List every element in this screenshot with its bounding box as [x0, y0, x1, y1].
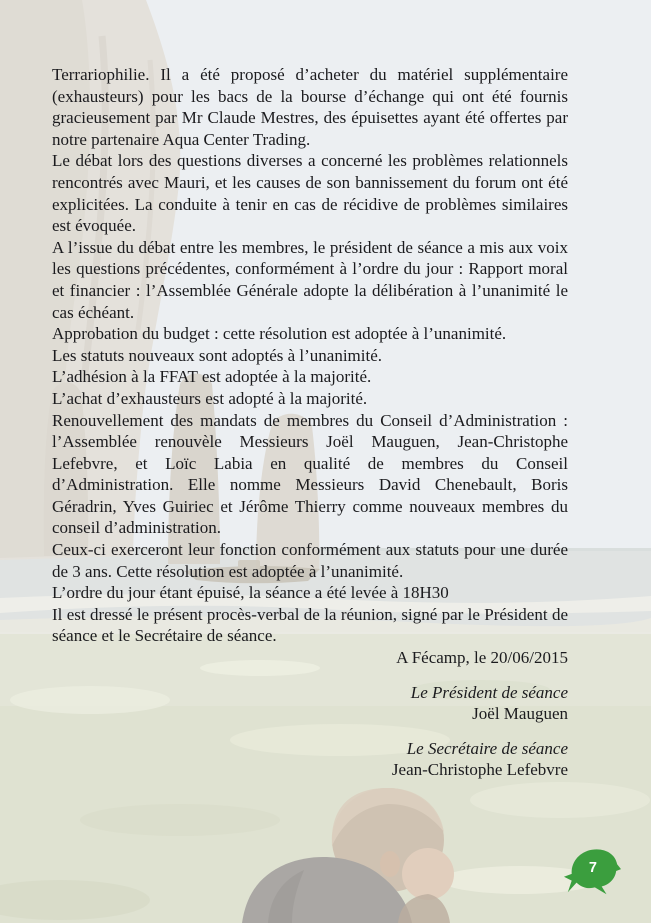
paragraph: Ceux-ci exerceront leur fonction conformément aux statuts pour une durée de 3 ans. Cette résolution est adoptée à l’unanimité.: [52, 540, 568, 581]
page-number-marker: [563, 844, 621, 898]
signature-president: [52, 682, 568, 725]
paragraph: Les statuts nouveaux sont adoptés à l’unanimité.: [52, 345, 383, 365]
signature-name: Joël Mauguen: [472, 704, 568, 724]
paragraph: A l’issue du débat entre les membres, le président de séance a mis aux voix les questions précédentes, conformément à l’ordre du jour : Rapport moral et financier : l’Assemblée Générale adopte la délibération à l’unanimité le cas échéant.: [52, 237, 568, 322]
signature-name: Jean-Christophe Lefebvre: [391, 760, 568, 780]
paragraph: Renouvellement des mandats de membres du Conseil d’Administration : l’Assemblée renouvèle Messieurs Joël Mauguen, Jean-Christophe Lefebvre, et Loïc Labia en qualité de membres du Conseil d’Administration. Elle nomme Messieurs David Chenebault, Boris Géradrin, Yves Guiriec et Jérôme Thierry comme nouveaux membres du conseil d’administration.: [52, 410, 568, 538]
paragraph: Approbation du budget : cette résolution est adoptée à l’unanimité.: [52, 324, 507, 344]
signature-role: Le Secrétaire de séance: [406, 738, 568, 758]
paragraph: Il est dressé le présent procès-verbal de la réunion, signé par le Président de séance et le Secrétaire de séance.: [52, 604, 568, 646]
boy-face: [402, 848, 454, 900]
boy-ear: [380, 851, 400, 877]
paragraph: Le débat lors des questions diverses a concerné les problèmes relationnels rencontrés avec Mauri, et les causes de son bannissement du forum ont été explicitées. La conduite à tenir en cas de récidive de problèmes similaires est évoquée.: [52, 151, 568, 236]
page-number: 7: [588, 859, 598, 876]
page-text: [52, 64, 568, 781]
dateline: A Fécamp, le 20/06/2015: [396, 648, 568, 668]
paragraph: L’adhésion à la FFAT est adoptée à la majorité.: [52, 367, 372, 387]
signature-secretary: [52, 738, 568, 781]
paragraph: L’achat d’exhausteurs est adopté à la majorité.: [52, 388, 368, 408]
paragraph: L’ordre du jour étant épuisé, la séance a été levée à 18H30: [52, 583, 449, 603]
signature-role: Le Président de séance: [410, 682, 568, 702]
paragraph: Terrariophilie. Il a été proposé d’acheter du matériel supplémentaire (exhausteurs) pour les bacs de la bourse d’échange qui ont été fournis gracieusement par Mr Claude Mestres, des épuisettes ayant été offertes par notre partenaire Aqua Center Trading.: [52, 65, 568, 149]
